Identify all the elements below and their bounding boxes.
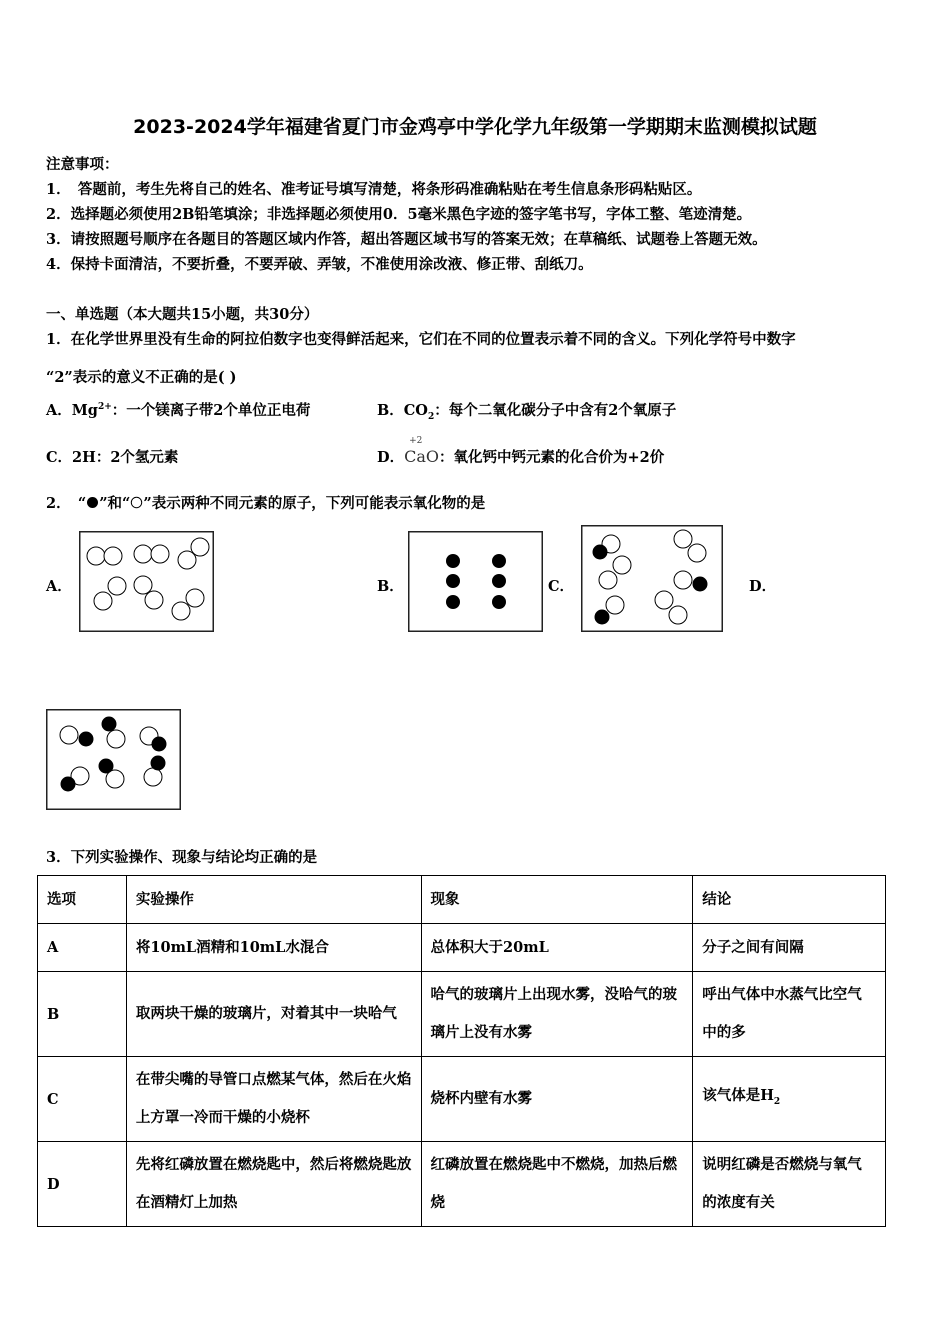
q1-b-sub: 2 [427, 411, 435, 422]
filled-atom-icon [86, 496, 99, 509]
header-option: 选项 [38, 876, 127, 924]
table-row [38, 1142, 886, 1227]
q1-d-label: D． [377, 449, 405, 466]
row-conclusion-sub: 2 [773, 1096, 781, 1107]
q2-option-c-label: C． [548, 578, 575, 595]
row-conclusion: 说明红磷是否燃烧与氧气的浓度有关 [693, 1142, 886, 1227]
header-operation: 实验操作 [126, 876, 421, 924]
q2-option-d-label: D． [749, 578, 777, 595]
table-row [38, 924, 886, 972]
header-conclusion: 结论 [693, 876, 886, 924]
row-phenomenon: 哈气的玻璃片上出现水雾，没哈气的玻璃片上没有水雾 [421, 972, 693, 1057]
q1-stem-line2: “2”表示的意义不正确的是( ) [46, 369, 237, 386]
row-option: B [38, 972, 127, 1057]
q2-pre: 2． “ [46, 495, 87, 512]
q1-b-label: B．CO [377, 402, 428, 419]
row-option: D [38, 1142, 127, 1227]
row-conclusion: 分子之间有间隔 [693, 924, 886, 972]
q1-stem-line1: 1．在化学世界里没有生命的阿拉伯数字也变得鲜活起来，它们在不同的位置表示着不同的含义。下列化学符号中数字 [46, 331, 796, 348]
table-header-row [38, 876, 886, 924]
q1-a-text: ：一个镁离子带2个单位正电荷 [111, 402, 311, 419]
section-heading: 一、单选题（本大题共15小题，共30分） [46, 306, 319, 323]
q3-stem: 3．下列实验操作、现象与结论均正确的是 [46, 849, 318, 866]
q1-d-formula: CaO [404, 447, 439, 466]
notice-item-3: 3．请按照题号顺序在各题目的答题区域内作答，超出答题区域书写的答案无效；在草稿纸、试题卷上答题无效。 [46, 231, 767, 248]
q2-stem [46, 492, 485, 513]
q2-diagram-b [408, 531, 543, 632]
q2-diagram-a [79, 531, 214, 632]
q2-post: ”表示两种不同元素的原子，下列可能表示氧化物的是 [143, 495, 486, 512]
q1-option-b [377, 399, 676, 422]
q1-d-text: ：氧化钙中钙元素的化合价为+2价 [438, 449, 665, 466]
q2-diagram-c [581, 525, 723, 632]
row-operation: 取两块干燥的玻璃片，对着其中一块哈气 [126, 972, 421, 1057]
row-conclusion [693, 1057, 886, 1142]
notice-heading: 注意事项： [46, 156, 119, 173]
q3-table [37, 875, 886, 1227]
q1-d-formula-group [404, 436, 439, 466]
q1-b-text: ：每个二氧化碳分子中含有2个氧原子 [434, 402, 677, 419]
row-conclusion-text: 该气体是H [702, 1087, 774, 1105]
header-phenomenon: 现象 [421, 876, 693, 924]
q1-a-sup: 2+ [97, 402, 112, 413]
q2-option-b-label: B． [377, 578, 404, 595]
q1-d-charge: +2 [409, 436, 423, 446]
row-conclusion: 呼出气体中水蒸气比空气中的多 [693, 972, 886, 1057]
row-operation: 在带尖嘴的导管口点燃某气体，然后在火焰上方罩一冷而干燥的小烧杯 [126, 1057, 421, 1142]
table-row [38, 1057, 886, 1142]
row-option: A [38, 924, 127, 972]
q2-option-a-label: A． [46, 578, 72, 595]
row-phenomenon: 红磷放置在燃烧匙中不燃烧，加热后燃烧 [421, 1142, 693, 1227]
q1-option-a [46, 399, 310, 420]
row-operation: 先将红磷放置在燃烧匙中，然后将燃烧匙放在酒精灯上加热 [126, 1142, 421, 1227]
row-phenomenon: 烧杯内壁有水雾 [421, 1057, 693, 1142]
page-title: 2023-2024学年福建省夏门市金鸡亭中学化学九年级第一学期期末监测模拟试题 [133, 116, 817, 138]
table-row [38, 972, 886, 1057]
hollow-atom-icon [130, 496, 143, 509]
notice-item-4: 4．保持卡面清洁，不要折叠，不要弄破、弄皱，不准使用涂改液、修正带、刮纸刀。 [46, 256, 593, 273]
row-operation: 将10mL酒精和10mL水混合 [126, 924, 421, 972]
notice-item-2: 2．选择题必须使用2B铅笔填涂；非选择题必须使用0．5毫米黑色字迹的签字笔书写，字体工整、笔迹清楚。 [46, 206, 752, 223]
row-phenomenon: 总体积大于20mL [421, 924, 693, 972]
q1-option-d [377, 436, 665, 467]
notice-item-1: 1． 答题前，考生先将自己的姓名、准考证号填写清楚，将条形码准确粘贴在考生信息条形码粘贴区。 [46, 181, 702, 198]
row-option: C [38, 1057, 127, 1142]
q2-diagram-d [46, 709, 181, 810]
q2-mid: ”和“ [99, 495, 131, 512]
q1-a-label: A．Mg [46, 402, 98, 419]
q1-option-c: C．2H：2个氢元素 [46, 449, 179, 466]
